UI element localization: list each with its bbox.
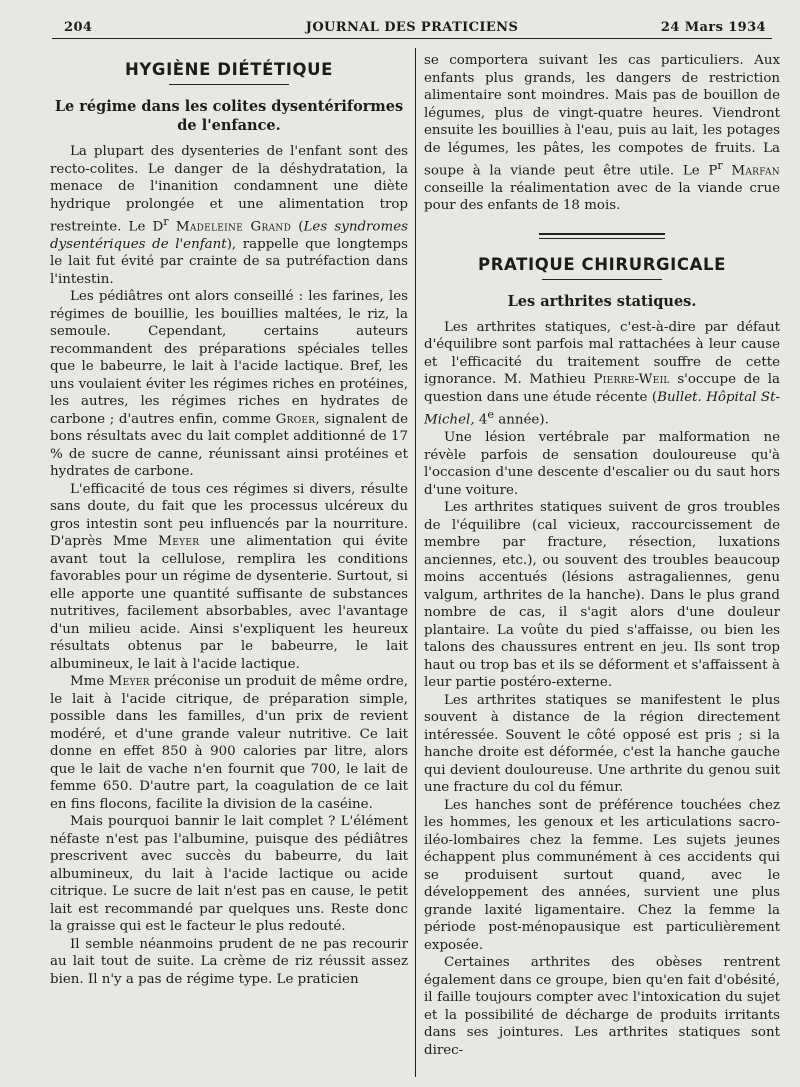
paragraph: Les arthrites statiques, c'est-à-dire par défaut d'équilibre sont parfois mal rattachées à leur cause et l'efficacité du traitement souffre de cette ignorance. M. Mathieu Pierre-Weil s'occupe de la question dans une étude récente (Bullet. Hôpital St-Michel, 4e année). — [424, 319, 780, 428]
paragraph: Les hanches sont de préférence touchées chez les hommes, les genoux et les articulations sacro-iléo-lombaires chez la femme. Les sujets jeunes échappent plus communément à ces accidents qui se produisent surtout quand, avec le développement des années, survient une plus grande laxité ligamentaire. Chez la femme la période post-ménopausique est particulièrement exposée. — [424, 797, 780, 953]
book-title: Les syndromes dysentériques de l'enfant — [50, 219, 408, 252]
author-name: Pierre-Weil — [593, 372, 670, 388]
page-number: 204 — [64, 20, 93, 35]
journal-ref: Bullet. Hôpital St-Michel, — [424, 389, 780, 428]
paragraph: Les pédiâtres ont alors conseillé : les farines, les régimes de bouillie, les bouillies maltées, le riz, la semoule. Cependant, certains auteurs recommandent des préparations spéciales telles que le babeurre, le lait à l'acide lactique. Bref, les uns voulaient éviter les régimes riches en protéines, les autres, les régimes riches en hydrates de carbone ; d'autres enfin, comme Groer, signalent de bons résultats avec du lait complet additionné de 17 % de sucre de canne, réunissant ainsi protéines et hydrates de carbone. — [50, 289, 408, 480]
article-title-colites: Le régime dans les colites dysentériformes de l'enfance. — [54, 98, 404, 134]
author-name: Marfan — [731, 163, 780, 179]
page-header — [52, 16, 772, 39]
paragraph: Les arthrites statiques se manifestent le plus souvent à distance de la région directement intéressée. Souvent le côté opposé est pris ; si la hanche droite est déformée, c'est la hanche gauche qui devient douloureuse. Une arthrite du genou suit une fracture du col du fémur. — [424, 692, 780, 796]
section-title-hygiene: HYGIÈNE DIÉTÉTIQUE — [124, 60, 334, 79]
paragraph: Une lésion vertébrale par malformation ne révèle parfois de sensation douloureuse qu'à l'occasion d'une descente d'escalier ou du saut hors d'une voiture. — [424, 430, 780, 498]
author-name: Groer — [275, 411, 316, 427]
left-column — [50, 52, 408, 1077]
paragraph: Mais pourquoi bannir le lait complet ? L'élément néfaste n'est pas l'albumine, puisque des pédiâtres prescrivent avec succès du babeurre, du lait albumineux, du lait à l'acide lactique ou acide citrique. Le sucre de lait n'est pas en cause, le petit lait est recommandé par quelques uns. Reste donc la graisse qui est le facteur le plus redouté. — [50, 814, 408, 935]
journal-title: JOURNAL DES PRATICIENS — [305, 20, 519, 35]
column-divider — [415, 48, 416, 1077]
paragraph: Mme Meyer préconise un produit de même ordre, le lait à l'acide citrique, de préparation simple, possible dans les familles, d'un prix de revient modéré, et d'une grande valeur nutritive. Ce lait donne en effet 850 à 900 calories par litre, alors que le lait de vache n'en fournit que 700, le lait de femme 650. D'autre part, la coagulation de ce lait en fins flocons, facilite la division de la caséine. — [50, 674, 408, 812]
paragraph: Les arthrites statiques suivent de gros troubles de l'équilibre (cal vicieux, raccourcissement de membre par fracture, résection, luxations anciennes, etc.), ou souvent des troubles beaucoup moins accentués (lésions astragaliennes, genu valgum, arthrites de la hanche). Dans le plus grand nombre de cas, il s'agit alors d'une douleur plantaire. La voûte du pied s'affaisse, ou bien les talons des chaussures entrent en jeu. Ils sont trop haut ou trop bas et ils se déforment et s'affaissent à leur partie postéro-externe. — [424, 500, 780, 691]
paragraph: L'efficacité de tous ces régimes si divers, résulte sans doute, du fait que les processus ulcéreux du gros intestin sont peu influencés par la nourriture. D'après Mme Meyer une alimentation qui évite avant tout la cellulose, remplira les conditions favorables pour un régime de dysenterie. Surtout, si elle apporte une quantité suffisante de substances nutritives, facilement absorbables, avec l'avantage d'un milieu acide. Ainsi s'expliquent les heureux résultats obtenus par le babeurre, le lait albumineux, le lait à l'acide lactique. — [50, 481, 408, 672]
section-underline — [542, 279, 662, 280]
article-title-arthrites: Les arthrites statiques. — [507, 292, 697, 310]
section-title-chirurgie: PRATIQUE CHIRURGICALE — [478, 254, 726, 274]
paragraph: Il semble néanmoins prudent de ne pas recourir au lait tout de suite. La crème de riz réussit assez bien. Il n'y a pas de régime type. Le praticien — [50, 936, 408, 987]
double-rule-divider — [539, 233, 665, 239]
paragraph: La plupart des dysenteries de l'enfant sont des recto-colites. Le danger de la déshydratation, la menace de l'inanition condamnent une diète hydrique prolongée et une alimentation trop restreinte. Le $D^r$ Madeleine Grand (Les syndromes dysentériques de l'enfant), rappelle que longtemps le lait fut évité par crainte de sa putréfaction dans l'intestin. — [50, 144, 408, 287]
section-underline — [169, 84, 289, 85]
author-name: Meyer — [108, 674, 150, 690]
paragraph-continued: se comportera suivant les cas particuliers. Aux enfants plus grands, les dangers de restriction alimentaire sont moindres. Mais pas de bouillon de légumes, plus de vingt-quatre heures. Viendront ensuite les bouillies à l'eau, puis au lait, les potages de légumes, les pâtes, les compotes de fruits. La soupe à la viande peut être utile. Le $P^r$ Marfan conseille la réalimentation avec de la viande crue pour des enfants de 18 mois. — [424, 53, 780, 214]
issue-date: 24 Mars 1934 — [660, 20, 766, 35]
right-column — [424, 52, 780, 1077]
paragraph: Certaines arthrites des obèses rentrent également dans ce groupe, bien qu'en fait d'obésité, il faille toujours compter avec l'intoxication du sujet et la possibilité de décharge de produits irritants dans ses jointures. Les arthrites statiques sont direc- — [424, 955, 780, 1058]
author-name: Meyer — [158, 534, 200, 550]
author-name: Madeleine Grand — [175, 219, 292, 235]
